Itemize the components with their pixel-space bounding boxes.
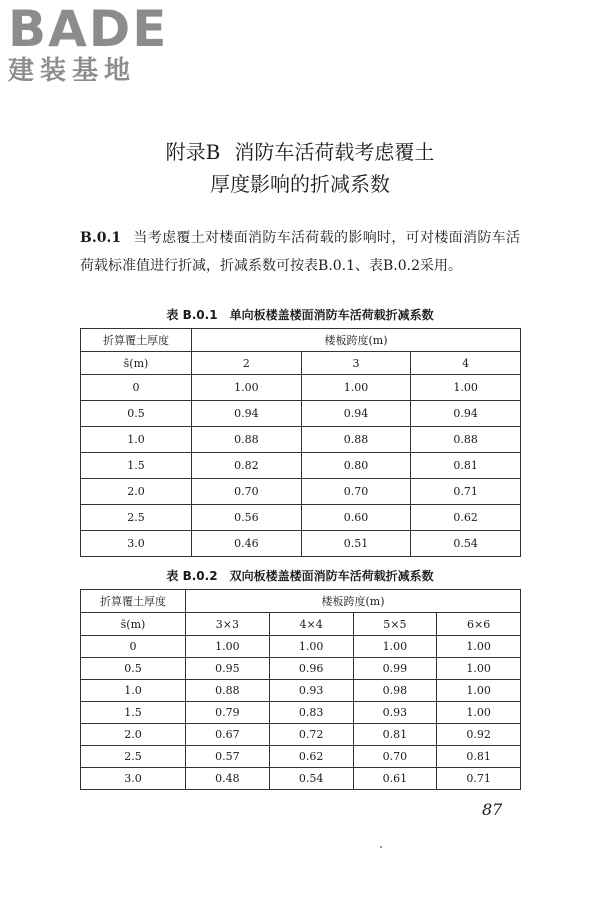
table-cell: 0.81: [353, 724, 437, 746]
row-header-label: 折算覆土厚度: [81, 329, 192, 352]
table1: [80, 328, 521, 557]
clause-text: 当考虑覆土对楼面消防车活荷载的影响时，可对楼面消防车活荷载标准值进行折减，折减系数可按表B.0.1、表B.0.2采用。: [80, 230, 520, 274]
table-cell: 0.82: [192, 453, 302, 479]
column-header: 4×4: [269, 613, 353, 636]
table-cell: 0.95: [186, 658, 270, 680]
header-row: [81, 590, 521, 613]
table2-caption-number: 表 B.0.2: [166, 569, 218, 583]
row-thickness: 3.0: [81, 531, 192, 557]
row-thickness: 2.5: [81, 505, 192, 531]
table-cell: 1.00: [437, 658, 521, 680]
table-row: [81, 724, 521, 746]
title-prefix: 附录B: [165, 140, 221, 164]
column-group-header: 楼板跨度(m): [192, 329, 521, 352]
table-cell: 0.70: [353, 746, 437, 768]
clause-number: B.0.1: [80, 230, 122, 246]
publisher-logo: [8, 0, 178, 86]
table-cell: 0.57: [186, 746, 270, 768]
row-thickness: 0: [81, 636, 186, 658]
table-row: [81, 768, 521, 790]
table-row: [81, 746, 521, 768]
page-number: 87: [482, 800, 503, 819]
row-thickness: 2.0: [81, 479, 192, 505]
table-row: [81, 680, 521, 702]
table-row: [81, 636, 521, 658]
row-thickness: 1.5: [81, 453, 192, 479]
header-row: [81, 613, 521, 636]
row-header-unit: s̄(m): [81, 352, 192, 375]
appendix-title: [0, 136, 600, 200]
table-cell: 0.60: [301, 505, 411, 531]
column-header: 6×6: [437, 613, 521, 636]
table-row: [81, 505, 521, 531]
table-cell: 0.81: [411, 453, 521, 479]
table-row: [81, 401, 521, 427]
title-line-2: 厚度影响的折减系数: [210, 172, 390, 196]
table-cell: 0.71: [437, 768, 521, 790]
table-cell: 0.88: [411, 427, 521, 453]
table-row: [81, 531, 521, 557]
table-cell: 1.00: [301, 375, 411, 401]
table-cell: 1.00: [186, 636, 270, 658]
table-cell: 0.54: [269, 768, 353, 790]
column-header: 3: [301, 352, 411, 375]
row-header-unit: s̄(m): [81, 613, 186, 636]
table-cell: 0.88: [301, 427, 411, 453]
table-cell: 1.00: [269, 636, 353, 658]
table-cell: 1.00: [411, 375, 521, 401]
table2-caption-text: 双向板楼盖楼面消防车活荷载折减系数: [229, 569, 434, 583]
table-cell: 1.00: [437, 680, 521, 702]
table-row: [81, 375, 521, 401]
column-group-header: 楼板跨度(m): [186, 590, 521, 613]
logo-subtitle: 建装基地: [8, 56, 137, 86]
row-thickness: 0: [81, 375, 192, 401]
column-header: 5×5: [353, 613, 437, 636]
table-cell: 0.81: [437, 746, 521, 768]
row-thickness: 0.5: [81, 401, 192, 427]
table-row: [81, 658, 521, 680]
table1-caption-text: 单向板楼盖楼面消防车活荷载折减系数: [229, 308, 434, 322]
row-thickness: 1.0: [81, 680, 186, 702]
row-thickness: 2.0: [81, 724, 186, 746]
table-cell: 0.80: [301, 453, 411, 479]
title-text-1: 消防车活荷载考虑覆土: [234, 140, 435, 164]
table-cell: 0.79: [186, 702, 270, 724]
column-header: 4: [411, 352, 521, 375]
table-cell: 0.72: [269, 724, 353, 746]
table-cell: 0.51: [301, 531, 411, 557]
table-cell: 0.94: [192, 401, 302, 427]
table-cell: 0.96: [269, 658, 353, 680]
table-cell: 0.92: [437, 724, 521, 746]
table-cell: 0.94: [411, 401, 521, 427]
header-row: [81, 329, 521, 352]
table2-caption: [80, 567, 520, 584]
table-cell: 0.56: [192, 505, 302, 531]
table-row: [81, 479, 521, 505]
table1-caption: [80, 306, 520, 323]
table-cell: 1.00: [353, 636, 437, 658]
table-cell: 0.62: [411, 505, 521, 531]
column-header: 3×3: [186, 613, 270, 636]
table-row: [81, 702, 521, 724]
table-cell: 0.88: [192, 427, 302, 453]
table-cell: 0.48: [186, 768, 270, 790]
row-thickness: 3.0: [81, 768, 186, 790]
table-cell: 1.00: [437, 636, 521, 658]
row-header-label: 折算覆土厚度: [81, 590, 186, 613]
table-cell: 0.98: [353, 680, 437, 702]
table-cell: 0.46: [192, 531, 302, 557]
title-line-1: [0, 136, 600, 168]
row-thickness: 0.5: [81, 658, 186, 680]
table-cell: 0.62: [269, 746, 353, 768]
table-cell: 0.71: [411, 479, 521, 505]
table-row: [81, 453, 521, 479]
table-cell: 0.94: [301, 401, 411, 427]
row-thickness: 1.5: [81, 702, 186, 724]
table-cell: 0.93: [269, 680, 353, 702]
table-cell: 1.00: [192, 375, 302, 401]
table-cell: 0.67: [186, 724, 270, 746]
scan-speck: [380, 846, 382, 848]
table-cell: 0.61: [353, 768, 437, 790]
table-cell: 0.83: [269, 702, 353, 724]
table-cell: 0.88: [186, 680, 270, 702]
table-cell: 1.00: [437, 702, 521, 724]
table-cell: 0.70: [192, 479, 302, 505]
table-cell: 0.54: [411, 531, 521, 557]
clause-paragraph: [80, 224, 520, 280]
column-header: 2: [192, 352, 302, 375]
table1-caption-number: 表 B.0.1: [166, 308, 218, 322]
table-cell: 0.99: [353, 658, 437, 680]
table2: [80, 589, 521, 790]
table-row: [81, 427, 521, 453]
table-cell: 0.93: [353, 702, 437, 724]
row-thickness: 2.5: [81, 746, 186, 768]
header-row: [81, 352, 521, 375]
row-thickness: 1.0: [81, 427, 192, 453]
table-cell: 0.70: [301, 479, 411, 505]
logo-wordmark: BADE: [8, 0, 169, 58]
